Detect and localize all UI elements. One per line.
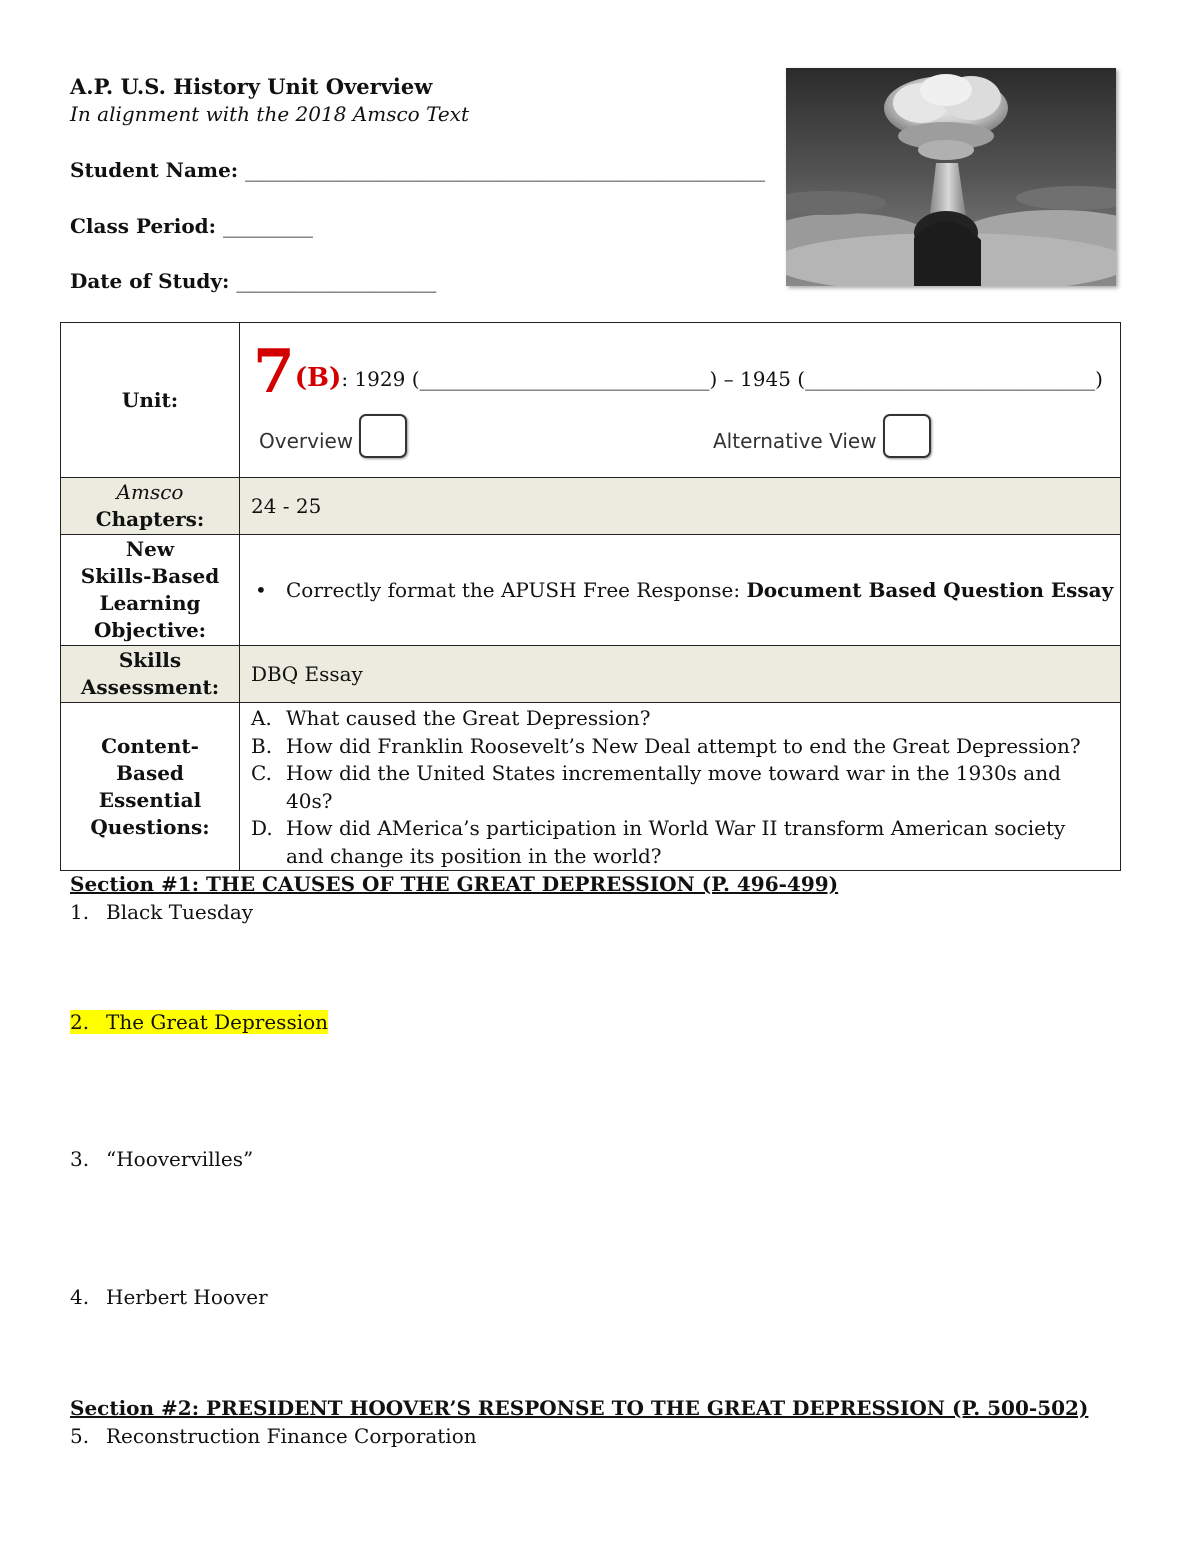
objective-label-line: New	[125, 537, 175, 561]
overview-checkbox-group	[259, 414, 407, 458]
essential-questions-list	[251, 705, 1106, 870]
questions-label	[61, 703, 240, 871]
term-item	[70, 1147, 253, 1171]
mushroom-cloud-photo	[786, 68, 1116, 286]
question-letter: B.	[251, 733, 273, 758]
objective-label-line: Learning	[99, 591, 201, 615]
section-1-heading: Section #1: THE CAUSES OF THE GREAT DEPRESSION (P. 496-499)	[70, 872, 839, 896]
objective-text: Correctly format the APUSH Free Response:	[286, 578, 747, 602]
objective-label	[61, 535, 240, 646]
student-name-field	[70, 158, 765, 182]
term-item	[70, 1424, 477, 1448]
chapters-row	[61, 478, 1121, 535]
class-period-blank[interactable]: _________	[223, 214, 313, 238]
term-item	[70, 900, 253, 924]
student-name-blank[interactable]: ____________________________________________________	[245, 158, 766, 182]
term-text: “Hoovervilles”	[106, 1147, 254, 1171]
class-period-label: Class Period:	[70, 214, 217, 238]
questions-value	[240, 703, 1121, 871]
question-letter: C.	[251, 761, 272, 785]
date-of-study-label: Date of Study:	[70, 269, 230, 293]
alternative-view-label: Alternative View	[713, 429, 877, 453]
objective-value	[240, 535, 1121, 646]
chapters-label	[61, 478, 240, 535]
question-item	[251, 815, 1106, 870]
unit-date-range: : 1929 (_____________________________) – 1945 (_____________________________)	[341, 367, 1103, 391]
question-item	[251, 760, 1106, 815]
unit-subletter: (B)	[294, 363, 342, 393]
alternative-view-checkbox-group	[713, 414, 931, 458]
term-number: 3.	[70, 1147, 90, 1171]
document-subtitle	[70, 102, 469, 126]
questions-label-line: Based	[116, 760, 184, 785]
class-period-field	[70, 214, 313, 238]
assessment-row	[61, 646, 1121, 703]
subtitle-end: Text	[426, 102, 470, 126]
objective-label-line: Skills-Based	[80, 564, 220, 588]
unit-label: Unit:	[61, 323, 240, 478]
questions-row	[61, 703, 1121, 871]
term-item	[70, 1285, 268, 1309]
objective-label-line: Objective:	[93, 618, 207, 642]
term-number: 5.	[70, 1424, 90, 1448]
assessment-label	[61, 646, 240, 703]
alternative-view-checkbox[interactable]	[883, 414, 931, 458]
term-number: 2.	[70, 1010, 90, 1034]
questions-label-line: Essential	[98, 787, 202, 812]
question-letter: A.	[251, 706, 272, 730]
assessment-label-line: Assessment:	[80, 675, 220, 699]
assessment-label-line: Skills	[118, 648, 182, 672]
mushroom-cloud-image	[786, 68, 1116, 286]
document-title: A.P. U.S. History Unit Overview	[70, 74, 433, 99]
objective-text-bold: Document Based Question Essay	[746, 578, 1114, 602]
assessment-value: DBQ Essay	[240, 646, 1121, 703]
question-letter: D.	[251, 816, 273, 840]
term-text: The Great Depression	[106, 1010, 329, 1034]
questions-label-line: Questions:	[90, 814, 210, 839]
objective-row	[61, 535, 1121, 646]
term-number: 1.	[70, 900, 90, 924]
overview-label: Overview	[259, 429, 354, 453]
chapters-label-text: Chapters:	[95, 507, 205, 531]
date-of-study-blank[interactable]: ____________________	[236, 269, 437, 293]
unit-number: 7	[253, 337, 295, 407]
subtitle-amsco: Amsco	[352, 102, 420, 126]
unit-row	[61, 323, 1121, 478]
term-text: Reconstruction Finance Corporation	[106, 1424, 477, 1448]
question-text: How did Franklin Roosevelt’s New Deal attempt to end the Great Depression?	[286, 733, 1081, 758]
chapters-value: 24 - 25	[240, 478, 1121, 535]
question-item	[251, 705, 1106, 733]
bullet: •	[255, 578, 267, 602]
unit-value-cell	[240, 323, 1121, 478]
chapters-label-amsco: Amsco	[116, 480, 184, 504]
section-2-heading: Section #2: PRESIDENT HOOVER’S RESPONSE TO THE GREAT DEPRESSION (P. 500-502)	[70, 1396, 1089, 1420]
subtitle-italic: In alignment with the 2018	[70, 102, 347, 126]
student-name-label: Student Name:	[70, 158, 239, 182]
term-text: Herbert Hoover	[106, 1285, 268, 1309]
question-text: What caused the Great Depression?	[286, 706, 651, 730]
unit-overview-table	[60, 322, 1121, 871]
questions-label-line: Content-	[101, 733, 199, 758]
question-item	[251, 733, 1106, 761]
question-text: How did AMerica’s participation in World War II transform American society and change its position in the world?	[286, 816, 1066, 868]
term-number: 4.	[70, 1285, 90, 1309]
question-text: How did the United States incrementally move toward war in the 1930s and 40s?	[286, 761, 1061, 813]
term-text: Black Tuesday	[106, 900, 254, 924]
term-item-highlighted	[70, 1010, 328, 1034]
overview-checkbox[interactable]	[359, 414, 407, 458]
date-of-study-field	[70, 269, 436, 293]
